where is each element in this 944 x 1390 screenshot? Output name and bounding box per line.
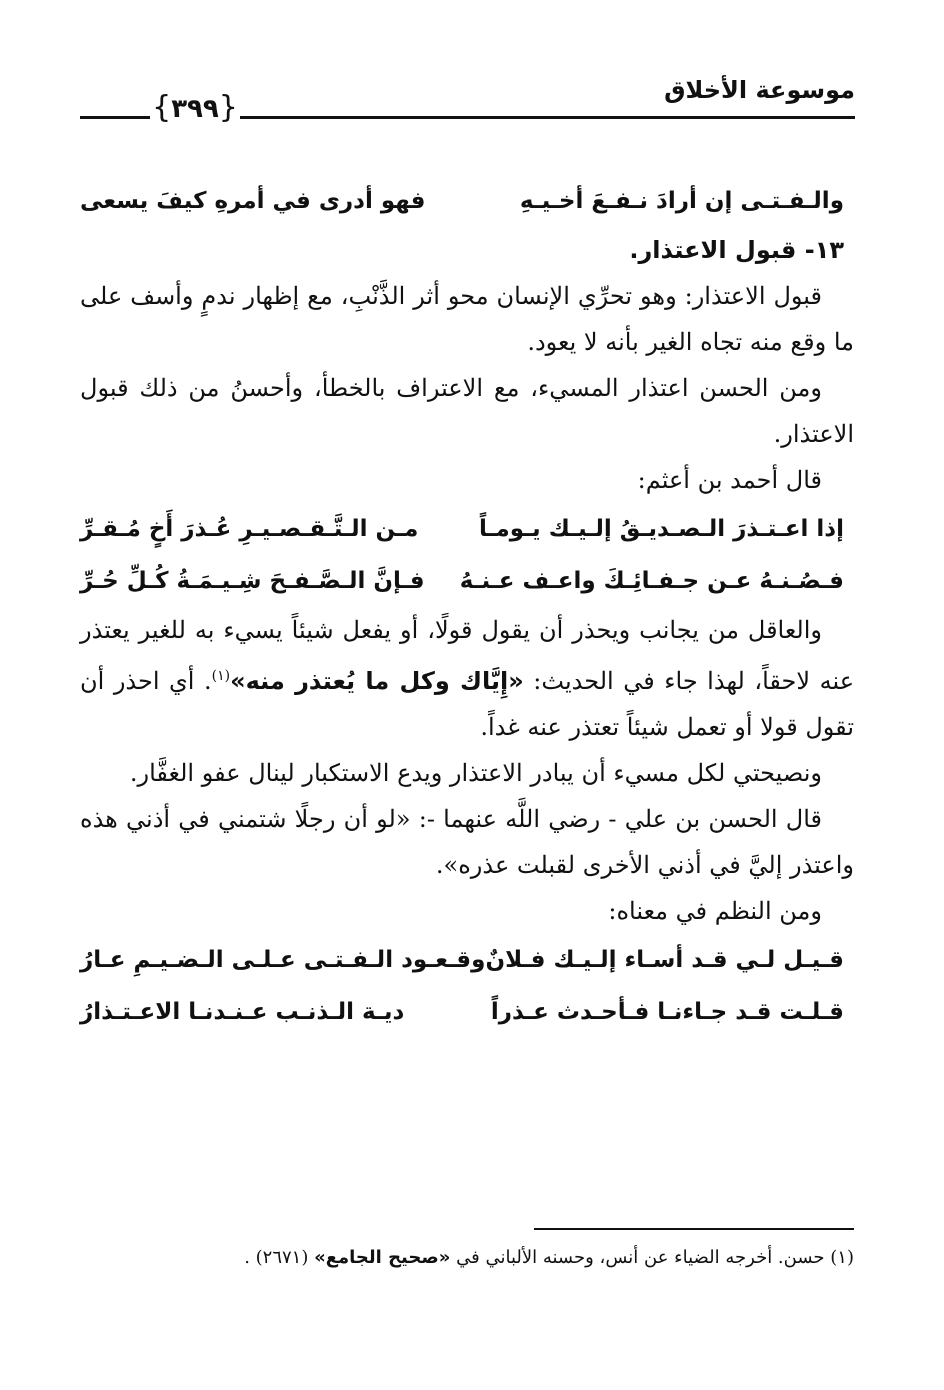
hadith-quote: «إِيَّاك وكل ما يُعتذر منه» [230, 667, 524, 695]
page-header [80, 70, 855, 130]
verse-line [80, 175, 854, 227]
footnote-text: حسن. أخرجه الضياء عن أنس، وحسنه الألباني في [450, 1247, 831, 1268]
paragraph: ومن الحسن اعتذار المسيء، مع الاعتراف بالخطأ، وأحسنُ من ذلك قبول الاعتذار. [80, 374, 854, 448]
footnote-rule [534, 1228, 854, 1230]
verse-hemistich-second: وقـعـود الـفـتـى عـلـى الـضـيـمِ عـارُ [80, 947, 486, 973]
paragraph: قبول الاعتذار: وهو تحرِّي الإنسان محو أثر الذَّنْبِ، مع إظهار ندمٍ وأسف على ما وقع منه تجاه الغير بأنه لا يعود. [80, 282, 854, 356]
verse-hemistich-first: قـلـت قـد جـاءنـا فـأحـدث عـذراً [490, 999, 844, 1025]
verse-hemistich-first: فـصُـنـهُ عـن جـفـائِـكَ واعـف عـنـهُ [459, 568, 844, 594]
page-number [150, 88, 240, 128]
footnote-number: (١) [830, 1247, 854, 1268]
verse-hemistich-second: مـن الـتَّـقـصـيـرِ عُـذرَ أَخٍ مُـقـرِّ [80, 516, 419, 542]
page-body [80, 175, 854, 1038]
verse-hemistich-first: قـيـل لـي قـد أسـاء إلـيـك فـلانٌ [485, 947, 844, 973]
paragraph-text: والعاقل من يجانب ويحذر أن يقول قولًا، أو يفعل شيئاً يسيء به للغير يعتذر عنه لاحقاً، لهذا جاء في الحديث: [80, 616, 855, 695]
footnote-ref[interactable]: (١) [211, 668, 231, 684]
verse-hemistich-first: إذا اعـتـذرَ الـصـديـقُ إلـيـك يـومـاً [479, 516, 844, 542]
verse-line [80, 555, 854, 607]
verse-hemistich-second: فهو أدرى في أمرهِ كيفَ يسعى [80, 188, 426, 214]
verse-hemistich-second: ديـة الـذنـب عـنـدنـا الاعـتـذارُ [80, 999, 405, 1025]
footnote-source: «صحيح الجامع» [314, 1247, 451, 1268]
paragraph: قال أحمد بن أعثم: [637, 466, 822, 494]
paragraph: قال الحسن بن علي - رضي اللَّه عنهما -: «لو أن رجلًا شتمني في أذني هذه واعتذر إليَّ في أذني الأخرى لقبلت عذره». [80, 805, 854, 879]
verse-hemistich-first: والـفـتـى إن أرادَ نـفـعَ أخـيـهِ [519, 188, 844, 214]
verse-line [80, 986, 854, 1038]
paragraph: ومن النظم في معناه: [608, 897, 822, 925]
page-number-brace-right: { [218, 90, 238, 125]
footnote-text: (٢٦٧١) . [244, 1247, 315, 1268]
book-title: موسوعة الأخلاق [664, 76, 855, 104]
verse-hemistich-second: فـإنَّ الـصَّـفـحَ شِـيـمَـةُ كُـلِّ حُـرِّ [80, 568, 425, 594]
page-number-brace-left: } [152, 90, 172, 125]
paragraph-text: . أي احذر أن تقول قولا أو تعمل شيئاً تعتذر عنه غداً. [80, 667, 854, 741]
verse-line [80, 934, 854, 986]
paragraph [80, 607, 854, 750]
section-heading: ١٣- قبول الاعتذار. [629, 236, 844, 264]
paragraph: ونصيحتي لكل مسيء أن يبادر الاعتذار ويدع الاستكبار لينال عفو الغفَّار. [129, 759, 822, 787]
footnote [80, 1242, 854, 1274]
page-number-value: ٣٩٩ [171, 94, 219, 124]
verse-line [80, 503, 854, 555]
